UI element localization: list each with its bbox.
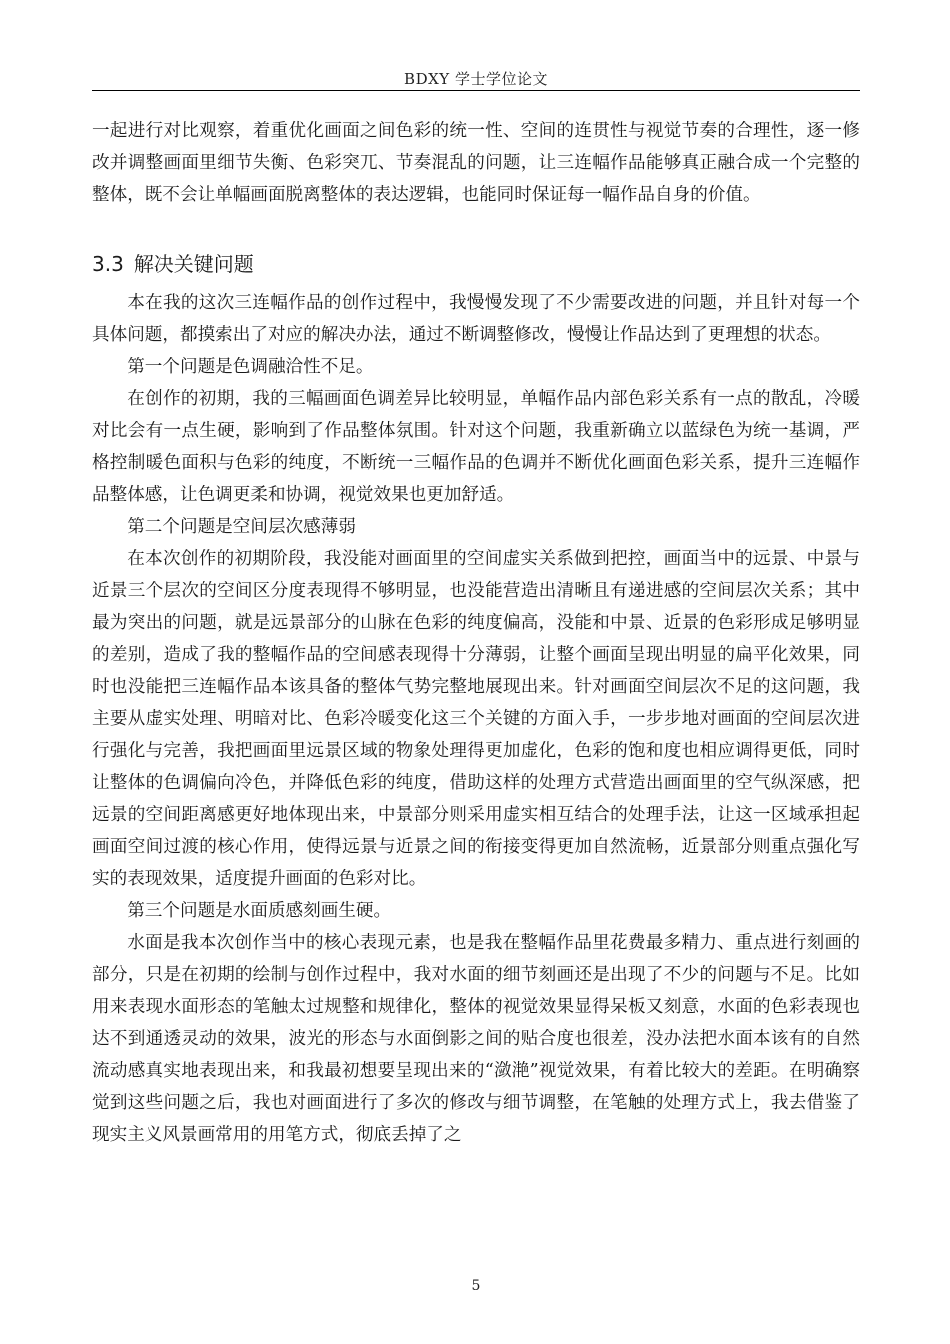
page-body: [92, 115, 860, 1151]
paragraph: 本在我的这次三连幅作品的创作过程中，我慢慢发现了不少需要改进的问题，并且针对每一个具体问题，都摸索出了对应的解决办法，通过不断调整修改，慢慢让作品达到了更理想的状态。: [92, 293, 860, 345]
problem-heading-2: 第二个问题是空间层次感薄弱: [127, 517, 356, 537]
paragraph: 水面是我本次创作当中的核心表现元素，也是我在整幅作品里花费最多精力、重点进行刻画的部分，只是在初期的绘制与创作过程中，我对水面的细节刻画还是出现了不少的问题与不足。比如用来表现水面形态的笔触太过规整和规律化，整体的视觉效果显得呆板又刻意，水面的色彩表现也达不到通透灵动的效果，波光的形态与水面倒影之间的贴合度也很差，没办法把水面本该有的自然流动感真实地表现出来，和我最初想要呈现出来的“潋滟”视觉效果，有着比较大的差距。在明确察觉到这些问题之后，我也对画面进行了多次的修改与细节调整，在笔触的处理方式上，我去借鉴了现实主义风景画常用的用笔方式，彻底丢掉了之: [92, 933, 860, 1145]
section-heading: [92, 248, 860, 280]
paragraph: 在本次创作的初期阶段，我没能对画面里的空间虚实关系做到把控，画面当中的远景、中景与近景三个层次的空间区分度表现得不够明显，也没能营造出清晰且有递进感的空间层次关系；其中最为突出的问题，就是远景部分的山脉在色彩的纯度偏高，没能和中景、近景的色彩形成足够明显的差别，造成了我的整幅作品的空间感表现得十分薄弱，让整个画面呈现出明显的扁平化效果，同时也没能把三连幅作品本该具备的整体气势完整地展现出来。针对画面空间层次不足的这问题，我主要从虚实处理、明暗对比、色彩冷暖变化这三个关键的方面入手，一步步地对画面的空间层次进行强化与完善，我把画面里远景区域的物象处理得更加虚化，色彩的饱和度也相应调得更低，同时让整体的色调偏向冷色，并降低色彩的纯度，借助这样的处理方式营造出画面里的空气纵深感，把远景的空间距离感更好地体现出来，中景部分则采用虚实相互结合的处理手法，让这一区域承担起画面空间过渡的核心作用，使得远景与近景之间的衔接变得更加自然流畅，近景部分则重点强化写实的表现效果，适度提升画面的色彩对比。: [92, 549, 860, 889]
section-number: 3.3: [92, 252, 124, 276]
running-header: BDXY 学士学位论文: [404, 70, 548, 88]
paragraph-continued: 一起进行对比观察，着重优化画面之间色彩的统一性、空间的连贯性与视觉节奏的合理性，逐一修改并调整画面里细节失衡、色彩突兀、节奏混乱的问题，让三连幅作品能够真正融合成一个完整的整体，既不会让单幅画面脱离整体的表达逻辑，也能同时保证每一幅作品自身的价值。: [92, 121, 860, 205]
page-number: 5: [471, 1278, 481, 1294]
problem-heading-3: 第三个问题是水面质感刻画生硬。: [127, 901, 392, 921]
problem-heading-1: 第一个问题是色调融洽性不足。: [127, 357, 374, 377]
paragraph: 在创作的初期，我的三幅画面色调差异比较明显，单幅作品内部色彩关系有一点的散乱，冷暖对比会有一点生硬，影响到了作品整体氛围。针对这个问题，我重新确立以蓝绿色为统一基调，严格控制暖色面积与色彩的纯度，不断统一三幅作品的色调并不断优化画面色彩关系，提升三连幅作品整体感，让色调更柔和协调，视觉效果也更加舒适。: [92, 389, 860, 505]
header-rule: [92, 90, 860, 91]
section-title: 解决关键问题: [133, 252, 254, 276]
